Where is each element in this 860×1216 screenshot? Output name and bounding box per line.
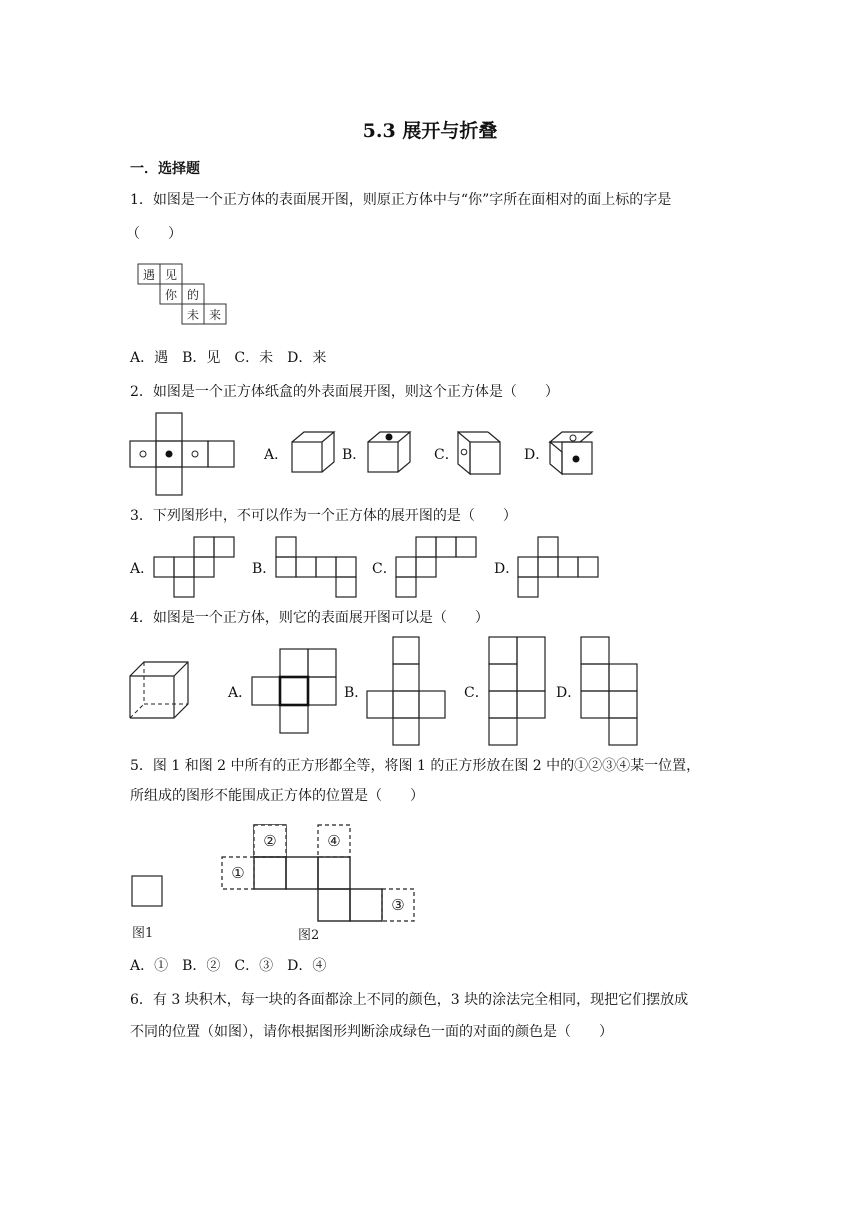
position-mark-3: ③ xyxy=(391,896,405,914)
question-2-net-figure xyxy=(130,412,240,496)
question-5-stem-line-2: 所组成的图形不能围成正方体的位置是（ ） xyxy=(130,788,424,804)
question-2-option-b-cube xyxy=(366,430,412,476)
net-char-5: 未 xyxy=(186,308,200,322)
question-4-option-a-net xyxy=(252,648,338,734)
question-1-net-figure xyxy=(130,258,230,330)
question-4-option-b-net xyxy=(366,636,448,746)
figure-2-label: 图2 xyxy=(298,928,320,943)
question-5-stem-line-1: 5．图 1 和图 2 中所有的正方形都全等，将图 1 的正方形放在图 2 中的①②③④某一位置， xyxy=(130,758,701,774)
question-1-options: A．遇 B．见 C．未 D．来 xyxy=(130,350,327,366)
question-3-option-c-net xyxy=(396,536,478,598)
question-3-option-d-label: D． xyxy=(494,561,520,577)
question-3-option-d-net xyxy=(518,536,600,598)
question-3-stem: 3．下列图形中，不可以作为一个正方体的展开图的是（ ） xyxy=(130,508,517,524)
question-2-option-d-cube xyxy=(548,430,594,476)
section-heading: 一．选择题 xyxy=(130,161,200,177)
question-6-stem-line-1: 6．有 3 块积木，每一块的各面都涂上不同的颜色，3 块的涂法完全相同，现把它们摆放成 xyxy=(130,992,689,1008)
question-4-stem: 4．如图是一个正方体，则它的表面展开图可以是（ ） xyxy=(130,610,489,626)
question-1-paren: （ ） xyxy=(126,226,182,242)
net-char-2: 见 xyxy=(164,268,178,282)
net-char-1: 遇 xyxy=(142,268,156,282)
question-2-option-c-label: C． xyxy=(434,447,459,463)
net-char-6: 来 xyxy=(208,308,222,322)
question-4-cube-figure xyxy=(128,660,192,720)
question-1-stem: 1．如图是一个正方体的表面展开图，则原正方体中与“你”字所在面相对的面上标的字是 xyxy=(130,192,672,208)
question-3-option-a-net xyxy=(154,536,236,598)
question-2-option-a-cube xyxy=(290,430,336,476)
net-char-3: 你 xyxy=(164,288,178,302)
position-mark-4: ④ xyxy=(327,832,341,850)
question-2-option-b-label: B． xyxy=(342,447,367,463)
question-2-option-a-label: A． xyxy=(264,447,289,463)
net-char-4: 的 xyxy=(186,288,200,302)
question-4-option-c-net xyxy=(488,636,548,746)
position-mark-1: ① xyxy=(231,864,245,882)
figure-1-label: 图1 xyxy=(132,926,154,941)
page-title: 5.3 展开与折叠 xyxy=(362,120,498,142)
question-6-stem-line-2: 不同的位置（如图），请你根据图形判断涂成绿色一面的对面的颜色是（ ） xyxy=(130,1024,613,1040)
question-4-option-b-label: B． xyxy=(344,685,369,701)
question-4-option-d-label: D． xyxy=(556,685,582,701)
question-3-option-c-label: C． xyxy=(372,561,397,577)
position-mark-2: ② xyxy=(263,832,277,850)
question-3-option-b-net xyxy=(276,536,358,598)
question-3-option-a-label: A． xyxy=(130,561,155,577)
question-4-option-d-net xyxy=(580,636,640,746)
question-2-option-d-label: D． xyxy=(524,447,550,463)
question-4-option-a-label: A． xyxy=(228,685,253,701)
question-2-option-c-cube xyxy=(456,430,502,476)
question-5-options: A．① B．② C．③ D．④ xyxy=(130,958,327,974)
question-4-option-c-label: C． xyxy=(464,685,489,701)
question-3-option-b-label: B． xyxy=(252,561,277,577)
question-5-figure xyxy=(130,822,416,944)
question-2-stem: 2．如图是一个正方体纸盒的外表面展开图，则这个正方体是（ ） xyxy=(130,384,559,400)
